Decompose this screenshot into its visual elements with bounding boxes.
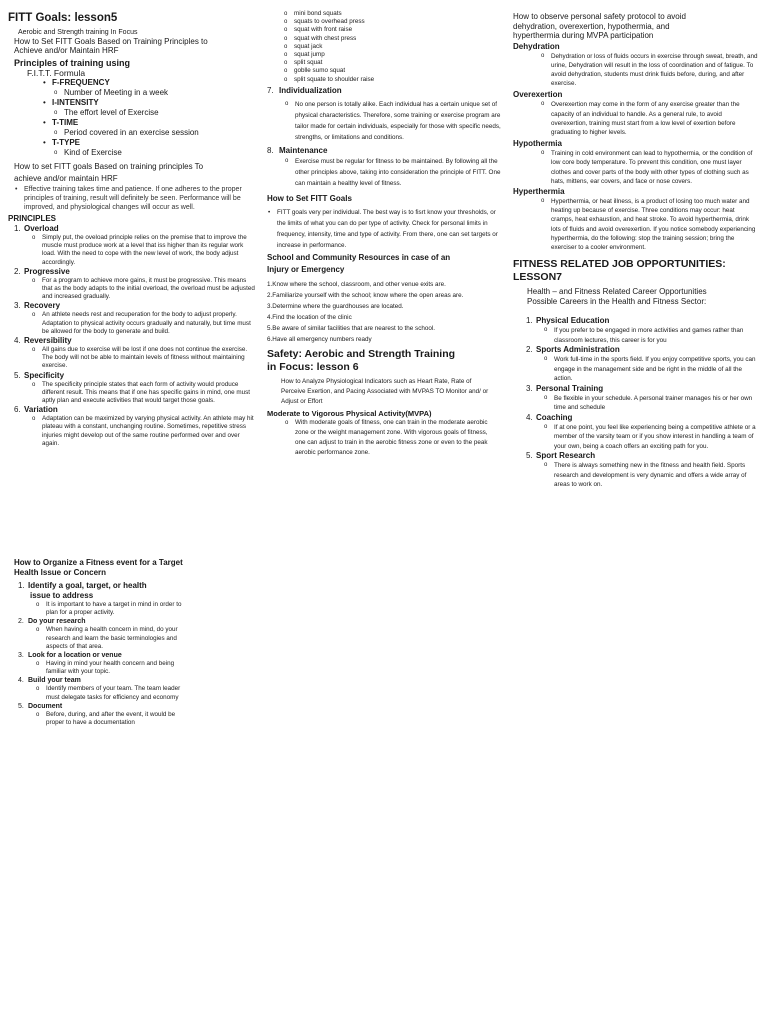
condition-hypothermia bbox=[513, 139, 758, 186]
condition-hyperthermia bbox=[513, 187, 758, 252]
jobs-heading-line2: LESSON7 bbox=[513, 271, 563, 284]
condition-dehydration bbox=[513, 42, 758, 89]
condition-name: Hyperthermia bbox=[513, 186, 565, 196]
safety-lesson6-title-line1: Safety: Aerobic and Strength Training bbox=[267, 347, 456, 360]
career-desc-list bbox=[542, 461, 758, 490]
item-number: 4. bbox=[267, 313, 273, 321]
career-desc-list bbox=[542, 355, 758, 384]
school-resources-heading-line2: Injury or Emergency bbox=[267, 264, 345, 274]
principle-name: Progressive bbox=[24, 266, 70, 276]
careers-list bbox=[526, 316, 758, 490]
career-name: Sports Administration bbox=[536, 345, 620, 355]
principles-of-training-heading: Principles of training using bbox=[14, 58, 131, 68]
condition-desc-list bbox=[539, 197, 758, 252]
principle-desc: o All gains due to exercise will be lost if one does not continue the exercise. The body will not be able to maintain levels of fitness without maintaining exercise. bbox=[30, 346, 258, 371]
school-resource-item bbox=[267, 290, 502, 301]
condition-desc-list bbox=[539, 100, 758, 137]
principle-desc: o Adaptation can be maximized by varying physical activity. An athlete may hit plateau with a constant, unchanging routine. Sometimes, repetitive stress injuries might develop out of the same routine performed over and over again. bbox=[30, 415, 258, 448]
principle-desc: o The specificity principle states that each form of activity would produce different result. This means that if one has specific gains in mind, one must aptly plan and execute activities that would target those goals. bbox=[30, 381, 258, 406]
mvpa-text: o With moderate goals of fitness, one can train in the moderate aerobic zone or the weight management zone. With vigorous goals of fitness, one can adjust to train in the aerobic fitness zone or even to the peak aerobic performance zone. bbox=[283, 418, 493, 458]
exercise-item: o goblle sumo squat bbox=[282, 67, 502, 75]
career-desc: o If you prefer to be engaged in more activities and games rather than classroom lectures, this career is for you bbox=[542, 326, 758, 345]
career-number: 4. bbox=[526, 412, 533, 422]
jobs-heading-line1: FITNESS RELATED JOB OPPORTUNITIES: bbox=[513, 258, 726, 271]
step-name: Build your team bbox=[28, 677, 81, 685]
principle-desc: o An athlete needs rest and recuperation for the body to adjust properly. Adaptation to physical activity occurs gradually and naturally, but time must be allowed for the body to generate and build. bbox=[30, 311, 258, 336]
fitt-item-desc: o Period covered in an exercise session bbox=[52, 128, 258, 138]
how-set-fitt-text: • FITT goals very per individual. The best way is to fisrt know your thresholds, or the limits of what you can do per type of activity. Check for personal limits in frequency, intensity, time and type of activity. From there, one can set targets or increase in performance. bbox=[267, 207, 502, 251]
principle-name: Maintenance bbox=[279, 145, 328, 155]
principles-label: PRINCIPLES bbox=[8, 214, 57, 223]
exercise-item: o squats to overhead press bbox=[282, 18, 502, 26]
principle-number: 1. bbox=[14, 224, 21, 233]
principle-item bbox=[267, 146, 502, 189]
exercise-item: o squat with chest press bbox=[282, 35, 502, 43]
condition-desc: o Dehydration or loss of fluids occurs in exercise through sweat, breath, and urine, Dehydration will result in the loss of coordination and of fatigue. To avoid dehydration, students must drink fluids before, during, and after exercise. bbox=[539, 52, 758, 89]
fitt-item-desc: o Number of Meeting in a week bbox=[52, 88, 258, 98]
organize-steps-list bbox=[18, 581, 224, 727]
principle-name: Specificity bbox=[24, 370, 65, 380]
careers-heading-line2: Possible Careers in the Health and Fitness Sector: bbox=[527, 297, 707, 307]
column-3 bbox=[513, 12, 758, 490]
mvpa-heading: Moderate to Vigorous Physical Activity(MVPA) bbox=[267, 408, 432, 418]
career-number: 1. bbox=[526, 316, 533, 326]
how-to-set-line1: How to Set FITT Goals Based on Training Principles to bbox=[14, 37, 208, 46]
exercise-item: o squat jack bbox=[282, 43, 502, 51]
fitt-item bbox=[42, 138, 258, 158]
principle-item bbox=[14, 371, 258, 406]
step-desc: o It is important to have a target in mind in order to plan for a proper activity. bbox=[34, 601, 184, 617]
school-resource-item bbox=[267, 312, 502, 323]
observe-heading-line3: hyperthermia during MVPA participation bbox=[513, 31, 654, 40]
fitt-sublist bbox=[52, 108, 258, 118]
step-number: 1. bbox=[18, 581, 25, 590]
principle-desc-list bbox=[30, 381, 258, 406]
school-resource-item bbox=[267, 323, 502, 334]
fitt-list bbox=[42, 78, 258, 158]
observe-heading-line2: dehydration, overexertion, hypothermia, and bbox=[513, 21, 670, 31]
condition-desc: o Training in cold environment can lead to hypothermia, or the condition of low core body temperature. To prevent this condition, one must layer clothes and cover parts of the body with other types of clothing such as hats, mittens, ear covers, and face or nose covers. bbox=[539, 149, 758, 186]
how-to-set-line2: Achieve and/or Maintain HRF bbox=[14, 46, 119, 55]
condition-name: Overexertion bbox=[513, 90, 563, 100]
principle-name: Variation bbox=[24, 405, 58, 415]
lesson5-title: FITT Goals: lesson5 bbox=[8, 12, 118, 24]
principle-item bbox=[14, 336, 258, 371]
principle-desc-list bbox=[30, 311, 258, 336]
step-desc-list bbox=[34, 660, 184, 676]
career-item bbox=[526, 384, 758, 413]
principle-name: Overload bbox=[24, 224, 59, 233]
principle-desc-list bbox=[30, 346, 258, 371]
careers-heading-line1: Health – and Fitness Related Career Opportunities bbox=[527, 287, 707, 297]
step-name: Identify a goal, target, or health bbox=[28, 581, 147, 590]
item-text: Have all emergency numbers ready bbox=[272, 335, 372, 343]
condition-overexertion bbox=[513, 90, 758, 137]
step-number: 5. bbox=[18, 702, 24, 710]
item-text: Familiarize yourself with the school; know where the open areas are. bbox=[272, 291, 464, 299]
step-desc: o Having in mind your health concern and being familiar with your topic. bbox=[34, 660, 184, 676]
condition-desc-list bbox=[539, 149, 758, 186]
career-name: Personal Training bbox=[536, 383, 604, 393]
fitt-formula-label: F.I.T.T. Formula bbox=[27, 68, 86, 78]
organize-step bbox=[18, 702, 224, 727]
career-item bbox=[526, 413, 758, 452]
item-number: 3. bbox=[267, 302, 273, 310]
squat-exercise-list bbox=[282, 10, 502, 84]
career-number: 2. bbox=[526, 345, 533, 355]
career-desc-list bbox=[542, 423, 758, 452]
principles-cont-list bbox=[267, 86, 502, 189]
column-2 bbox=[267, 10, 502, 458]
organize-step bbox=[18, 651, 224, 676]
principle-number: 7. bbox=[267, 85, 274, 95]
school-resources-heading-line1: School and Community Resources in case of an bbox=[267, 252, 451, 262]
item-number: 6. bbox=[267, 335, 273, 343]
principle-item bbox=[14, 224, 258, 267]
fitt-item-label: T-TYPE bbox=[52, 138, 81, 147]
analyze-indicators-text: How to Analyze Physiological Indicators such as Heart Rate, Rate of Perceive Exertion, and Pacing Associated with MVPAS TO Monitor and/ or Adjust or Effort bbox=[281, 377, 489, 405]
principle-number: 8. bbox=[267, 145, 274, 155]
step-desc-list bbox=[34, 685, 184, 701]
condition-desc-list bbox=[539, 52, 758, 89]
fitt-item-desc: o The effort level of Exercise bbox=[52, 108, 258, 118]
step-number: 3. bbox=[18, 652, 24, 660]
organize-step bbox=[18, 581, 224, 617]
principle-number: 6. bbox=[14, 405, 21, 415]
how-set-fitt-heading: How to Set FITT Goals bbox=[267, 193, 352, 203]
item-text: Determine where the guardhouses are located. bbox=[272, 302, 404, 310]
how-set-goals-line2: achieve and/or maintain HRF bbox=[14, 174, 118, 183]
step-desc: o Identify members of your team. The team leader must delegate tasks for efficiency and economy bbox=[34, 685, 184, 701]
principle-desc-list bbox=[30, 277, 258, 302]
exercise-item: o squat with front raise bbox=[282, 26, 502, 34]
school-resources-list bbox=[267, 279, 502, 345]
school-resource-item bbox=[267, 279, 502, 290]
career-item bbox=[526, 316, 758, 345]
condition-name: Hypothermia bbox=[513, 139, 562, 149]
principles-list bbox=[14, 224, 258, 448]
item-text: Find the location of the clinic bbox=[272, 313, 352, 321]
principle-item bbox=[14, 301, 258, 336]
fitt-sublist bbox=[52, 148, 258, 158]
principle-name: Individualization bbox=[279, 85, 342, 95]
organize-heading-line2: Health Issue or Concern bbox=[14, 568, 107, 577]
principle-desc-list bbox=[283, 99, 502, 143]
principle-number: 4. bbox=[14, 336, 21, 346]
how-set-goals-line1: How to set FITT goals Based on training principles To bbox=[14, 162, 204, 171]
step-desc-list bbox=[34, 711, 184, 727]
fitt-item-label: F-FREQUENCY bbox=[52, 78, 110, 87]
condition-desc: o Overexertion may come in the form of any exercise greater than the capacity of an individual to handle. As a general rule, to avoid overexertion, training must start from a low level of exertion before graduating to higher levels. bbox=[539, 100, 758, 137]
step-name: Look for a location or venue bbox=[28, 652, 122, 660]
organize-event-section bbox=[14, 558, 224, 727]
fitt-item-label: I-INTENSITY bbox=[52, 98, 99, 107]
organize-heading-line1: How to Organize a Fitness event for a Target bbox=[14, 558, 183, 567]
principle-desc: o No one person is totally alike. Each individual has a certain unique set of physical characteristics. Therefore, some training or exercise program are tailor made for certain individuals, especially for those with specific needs, strengths, or limitations and conditions. bbox=[283, 99, 502, 143]
step-desc-list bbox=[34, 601, 184, 617]
condition-name: Dehydration bbox=[513, 41, 560, 51]
exercise-item: o split squate to shoulder raise bbox=[282, 76, 502, 84]
career-desc: o There is always something new in the fitness and health field. Sports research and development is very dynamic and offers a wide array of areas to work on. bbox=[542, 461, 758, 490]
effective-training-text: • Effective training takes time and patience. If one adheres to the proper principles of training, result will definitely be seen. Performance will be improved, and physiological changes will occur as well. bbox=[14, 185, 258, 212]
school-resource-item bbox=[267, 301, 502, 312]
item-number: 1. bbox=[267, 280, 273, 288]
step-desc: o Before, during, and after the event, it would be proper to have a documentation bbox=[34, 711, 184, 727]
condition-desc: o Hyperthermia, or heat illness, is a product of losing too much water and heating up because of exercise. Three conditions may occur: heat cramps, heat exhaustion, and heat stroke. To avoid hyperthermia, drink lots of fluids and avoid overexertion. If you notice somebody experiencing hyperthermia, do the following: stop the training session; bring the exerciser to a cooler environment. bbox=[539, 197, 758, 252]
safety-lesson6-title-line2: in Focus: lesson 6 bbox=[267, 360, 359, 373]
item-number: 5. bbox=[267, 324, 273, 332]
principle-desc-list bbox=[283, 156, 502, 189]
principle-desc-list bbox=[30, 415, 258, 448]
principle-name: Reversibility bbox=[24, 336, 72, 346]
fitt-item-label: T-TIME bbox=[52, 118, 79, 127]
principle-item bbox=[14, 267, 258, 302]
step-number: 2. bbox=[18, 618, 24, 626]
career-number: 3. bbox=[526, 383, 533, 393]
principle-desc: o For a program to achieve more gains, it must be progressive. This means that as the body adapts to the initial overload, the overload must be adjusted and increased gradually. bbox=[30, 277, 258, 302]
item-text: Know where the school, classroom, and other venue exits are. bbox=[272, 280, 446, 288]
step-desc-list bbox=[34, 626, 184, 651]
principle-item bbox=[14, 405, 258, 448]
step-name: Do your research bbox=[28, 618, 86, 626]
observe-heading-line1: How to observe personal safety protocol to avoid bbox=[513, 12, 686, 21]
step-name-line2: issue to address bbox=[30, 591, 94, 600]
career-number: 5. bbox=[526, 451, 533, 461]
fitt-item bbox=[42, 78, 258, 98]
effective-training-list bbox=[14, 185, 258, 212]
principle-number: 3. bbox=[14, 301, 21, 311]
principle-desc: o Exercise must be regular for fitness to be maintained. By following all the other principles above, taking into consideration the principle of FITT. One can maintain a healthy level of fitness. bbox=[283, 156, 502, 189]
career-name: Sport Research bbox=[536, 451, 596, 461]
career-desc-list bbox=[542, 394, 758, 413]
column-1 bbox=[8, 12, 258, 448]
fitt-item bbox=[42, 118, 258, 138]
item-number: 2. bbox=[267, 291, 273, 299]
exercise-item: o mini bond squats bbox=[282, 10, 502, 18]
principle-item bbox=[267, 86, 502, 143]
lesson5-subtitle: Aerobic and Strength training In Focus bbox=[18, 29, 138, 36]
career-desc: o Work full-time in the sports field. If you enjoy competitive sports, you can engage in the management side and be right in the middle of all the action. bbox=[542, 355, 758, 384]
exercise-item: o split squat bbox=[282, 59, 502, 67]
career-desc: o If at one point, you feel like experiencing being a competitive athlete or a member of the varsity team or if you show interest in handling a team of your own, being a coach offers an exciting path for you. bbox=[542, 423, 758, 452]
fitt-item-desc: o Kind of Exercise bbox=[52, 148, 258, 158]
career-desc-list bbox=[542, 326, 758, 345]
career-item bbox=[526, 345, 758, 384]
principle-number: 5. bbox=[14, 370, 21, 380]
how-set-fitt-list bbox=[267, 207, 502, 251]
organize-step bbox=[18, 617, 224, 651]
fitt-sublist bbox=[52, 88, 258, 98]
career-item bbox=[526, 451, 758, 490]
fitt-sublist bbox=[52, 128, 258, 138]
step-name: Document bbox=[28, 702, 63, 710]
fitt-item bbox=[42, 98, 258, 118]
principle-desc: o Simply put, the oveload principle relies on the premise that to improve the muscle must produce work at a level that iss higher than its regular work load. With the need to cope with the new level of work, the body adjust accordingly. bbox=[30, 234, 258, 267]
step-desc: o When having a health concern in mind, do your research and learn the basic terminologies and aspects of that area. bbox=[34, 626, 184, 651]
organize-step bbox=[18, 676, 224, 701]
exercise-item: o squat jump bbox=[282, 51, 502, 59]
school-resource-item bbox=[267, 334, 502, 345]
career-name: Coaching bbox=[536, 412, 573, 422]
step-number: 4. bbox=[18, 677, 24, 685]
mvpa-list bbox=[283, 418, 493, 458]
principle-number: 2. bbox=[14, 266, 21, 276]
principle-desc-list bbox=[30, 234, 258, 267]
principle-name: Recovery bbox=[24, 301, 61, 311]
career-name: Physical Education bbox=[536, 316, 610, 326]
career-desc: o Be flexible in your schedule. A personal trainer manages his or her own time and schedule bbox=[542, 394, 758, 413]
item-text: Be aware of similar facilities that are nearest to the school. bbox=[272, 324, 436, 332]
